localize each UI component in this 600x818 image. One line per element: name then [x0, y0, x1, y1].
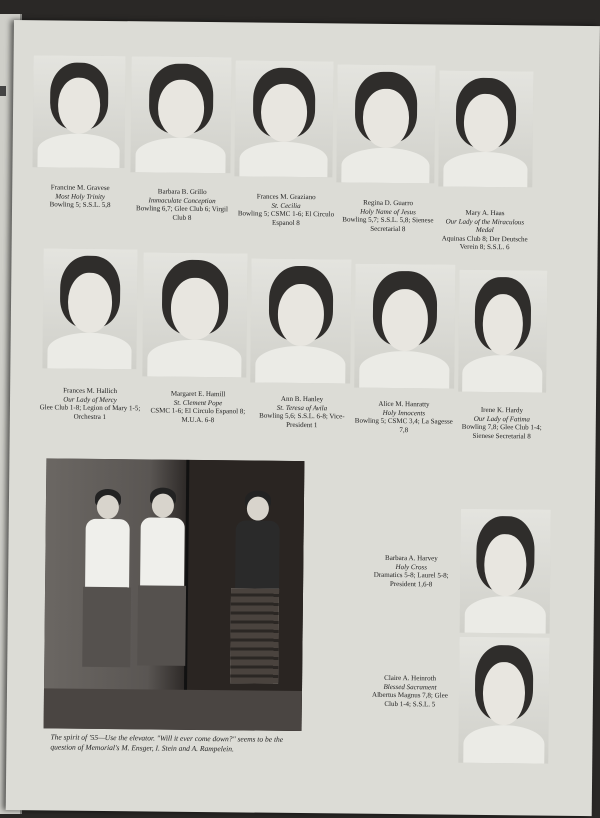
student-caption [338, 198, 438, 233]
student-caption [146, 389, 250, 424]
student-activities: Bowling 5; CSMC 1-6; El Circulo Espanol 8 [237, 209, 335, 227]
student-parish: Holy Name of Jesus [360, 207, 416, 216]
student-parish: Most Holy Trinity [55, 191, 106, 201]
student-name: Frances M. Graziano [256, 192, 316, 202]
student-parish: St. Cecilia [271, 201, 301, 210]
student-activities: Bowling 5; CSMC 3,4; La Sagesse 7,8 [354, 416, 453, 434]
student-caption [452, 406, 552, 441]
portrait-photo [458, 270, 547, 393]
student-activities: Dramatics 5-8; Laurel 5-8; President 1,6-8 [373, 570, 449, 588]
student-name: Barbara B. Grillo [157, 187, 207, 197]
student-name: Barbara A. Harvey [385, 553, 438, 563]
portrait-photo [32, 55, 125, 168]
group-photo [44, 458, 305, 731]
student-caption [38, 386, 142, 421]
student-caption [366, 554, 456, 589]
portrait-photo [336, 64, 435, 183]
student-activities: Glee Club 1-8; Legion of Mary 1-5; Orchestra 1 [39, 403, 141, 421]
student-parish: Blessed Sacrament [383, 682, 437, 691]
student-parish: St. Clement Pope [173, 398, 223, 407]
page-mark [0, 86, 6, 96]
student-name: Alice M. Hanratty [378, 399, 430, 409]
student-parish: Holy Innocents [382, 408, 426, 417]
student-name: Ann B. Hanley [280, 394, 324, 404]
student-activities: Bowling 5; S.S.L. 5,8 [49, 200, 111, 210]
portrait-photo [458, 637, 549, 764]
student-caption [130, 187, 234, 222]
portrait-photo [438, 70, 533, 187]
portrait-photo [42, 248, 137, 369]
student-parish: St. Teresa of Avila [276, 403, 328, 412]
yearbook-page [6, 20, 600, 816]
student-parish: Our Lady of Mercy [63, 395, 117, 404]
portrait-photo [142, 252, 247, 377]
student-caption [250, 394, 354, 429]
portrait-photo [250, 259, 351, 384]
student-parish: Immaculate Conception [148, 195, 216, 205]
portrait-photo [130, 56, 231, 173]
student-caption [354, 400, 454, 435]
portrait-photo [234, 60, 333, 177]
student-parish: Our Lady of the Miraculous Medal [445, 217, 525, 235]
student-parish: Holy Cross [395, 562, 428, 571]
student-name: Mary A. Haas [465, 208, 505, 218]
student-activities: Bowling 5,6; S.S.L. 6-8; Vice-President 1 [259, 411, 345, 429]
portrait-photo [354, 264, 455, 389]
student-name: Regina D. Guarro [363, 198, 414, 208]
student-name: Frances M. Hallich [63, 386, 118, 396]
student-name: Irene K. Hardy [480, 405, 524, 415]
student-caption [436, 208, 534, 252]
student-caption [365, 674, 455, 709]
student-name: Claire A. Heinroth [384, 673, 437, 683]
student-activities: CSMC 1-6; El Circulo Espanol 8; M.U.A. 6-8 [150, 406, 246, 424]
student-activities: Bowling 7,8; Glee Club 1-4; Sienese Secretarial 8 [461, 422, 542, 440]
group-photo-caption: The spirit of '55—Use the elevator. "Will it ever come down?" seems to be the question of Memorial's M. Ensger, I. Stein and A. Rampelein. [50, 732, 284, 753]
student-activities: Aquinas Club 8; Der Deutsche Verein 8; S.S.L. 6 [441, 233, 528, 252]
portrait-photo [460, 509, 551, 634]
student-activities: Bowling 5,7; S.S.L. 5,8; Sienese Secretarial 8 [342, 215, 434, 233]
student-activities: Bowling 6,7; Glee Club 6; Virgil Club 8 [136, 204, 229, 222]
student-activities: Albertus Magnus 7,8; Glee Club 1-4; S.S.L. 5 [371, 690, 448, 708]
student-name: Francine M. Gravese [50, 183, 110, 193]
student-caption [30, 183, 130, 210]
student-name: Margaret E. Hamill [170, 389, 226, 399]
student-caption [236, 192, 336, 227]
student-parish: Our Lady of Fatima [473, 414, 530, 423]
